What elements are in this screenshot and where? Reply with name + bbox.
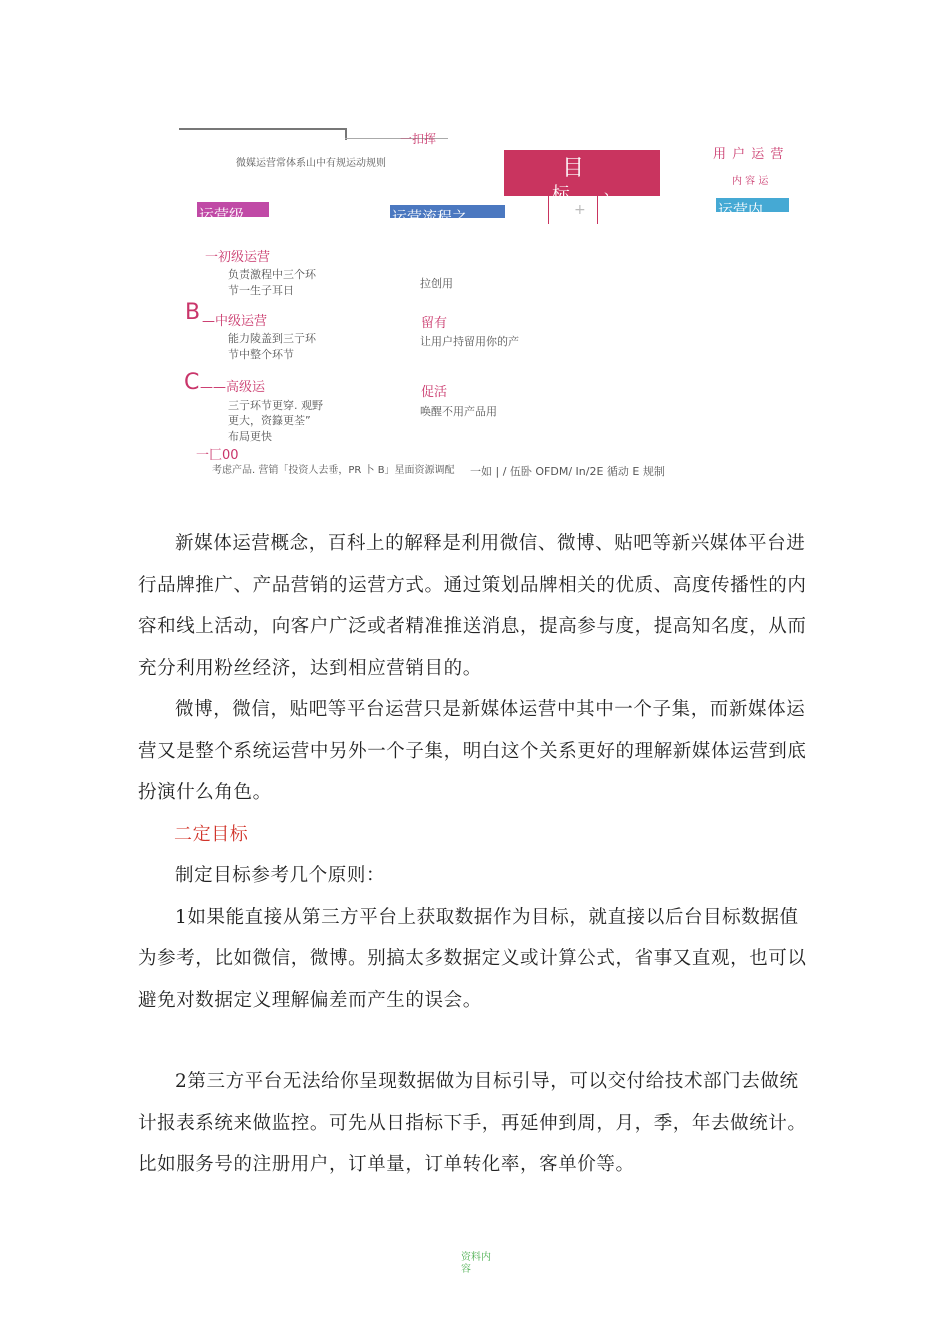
goal-mark: 、	[604, 183, 618, 199]
bottom-note-right: 一如 | / 伍卧 OFDM/ In/2E 循动 E 规制	[470, 465, 665, 478]
top-frame-line	[179, 128, 347, 140]
tab-ops-process-label: 运营流程之	[392, 208, 468, 226]
level-3-desc-3: 布局更快	[228, 430, 272, 443]
section-heading: 二定目标	[174, 823, 249, 845]
level-3-desc-1: 三亍环节更穿. 观野	[228, 399, 323, 412]
top-caption: 微媒运营常体系山中有规运动规则	[236, 158, 386, 169]
level-1-name: 一初级运营	[205, 250, 271, 265]
paragraph-2: 微博，微信，贴吧等平台运营只是新媒体运营中其中一个子集，而新媒体运营又是整个系统运营中另外一个子集，明白这个关系更好的理解新媒体运营到底扮演什么角色。	[138, 699, 807, 803]
level-2-desc-2: 节中整个环节	[228, 348, 294, 361]
body-text	[138, 523, 810, 1021]
footer-watermark: 资料内容	[461, 1252, 491, 1275]
user-ops-sub: 内 容 运	[732, 176, 769, 187]
goal-line2: 标	[552, 184, 570, 205]
bottom-note: 考虑产品. 营销「投资人去垂，PR 卜 B」星面资源调配	[212, 465, 455, 476]
level-1-desc-1: 负责激程中三个环	[228, 268, 316, 281]
tab-ops-level	[197, 202, 269, 224]
bottom-marker: 一匚00	[196, 448, 239, 463]
paragraph-4: 1如果能直接从第三方平台上获取数据作为目标，就直接以后台目标数据值为参考，比如微信，微博。别搞太多数据定义或计算公式，省事又直观，也可以避免对数据定义理解偏差而产生的误会。	[138, 906, 807, 1011]
level-2-marker: B	[185, 300, 201, 325]
level-2-name: —中级运营	[202, 314, 268, 329]
tab-ops-process	[390, 205, 505, 226]
paragraph-1: 新媒体运营概念，百科上的解释是利用微信、微博、贴吧等新兴媒体平台进行品牌推广、产品营销的运营方式。通过策划品牌相关的优质、高度传播性的内容和线上活动，向客户广泛或者精准推送消息，提高参与度，提高知名度，从而充分利用粉丝经济，达到相应营销目的。	[138, 533, 807, 679]
top-right-fragment: 一扣挥	[400, 132, 437, 146]
process-2-desc: 让用户持留用你的产	[420, 335, 519, 348]
process-2-name: 留有	[421, 316, 448, 331]
infographic-figure	[0, 0, 950, 490]
level-3-name: ——高级运	[200, 380, 266, 395]
level-2-desc-1: 能力陵盖到三亍环	[228, 332, 316, 345]
tab-ops-content	[716, 198, 789, 219]
level-3-marker: C	[184, 370, 200, 395]
level-3-desc-2: 更大，资籙更荃”	[228, 414, 311, 427]
goal-title: 目	[562, 156, 585, 181]
tab-ops-level-label: 运营级	[199, 206, 245, 224]
paragraph-3: 制定目标参考几个原则：	[175, 865, 386, 886]
level-1-desc-2: 节一生子耳日	[228, 284, 294, 297]
paragraph-5: 2第三方平台无法给你呈现数据做为目标引导，可以交付给技术部门去做统计报表系统来做监控。可先从日指标下手，再延伸到周，月，季，年去做统计。比如服务号的注册用户，订单量，订单转化率，客单价等。	[138, 1071, 807, 1175]
plus-icon: +	[574, 202, 586, 218]
process-1-desc: 拉创用	[420, 277, 453, 290]
body-text-2	[138, 1061, 810, 1186]
process-3-desc: 唤醒不用产品用	[420, 405, 497, 418]
user-ops-label: 用 户 运 营	[713, 147, 785, 162]
tab-ops-content-label: 运营内	[718, 201, 764, 219]
process-3-name: 促活	[421, 385, 448, 400]
